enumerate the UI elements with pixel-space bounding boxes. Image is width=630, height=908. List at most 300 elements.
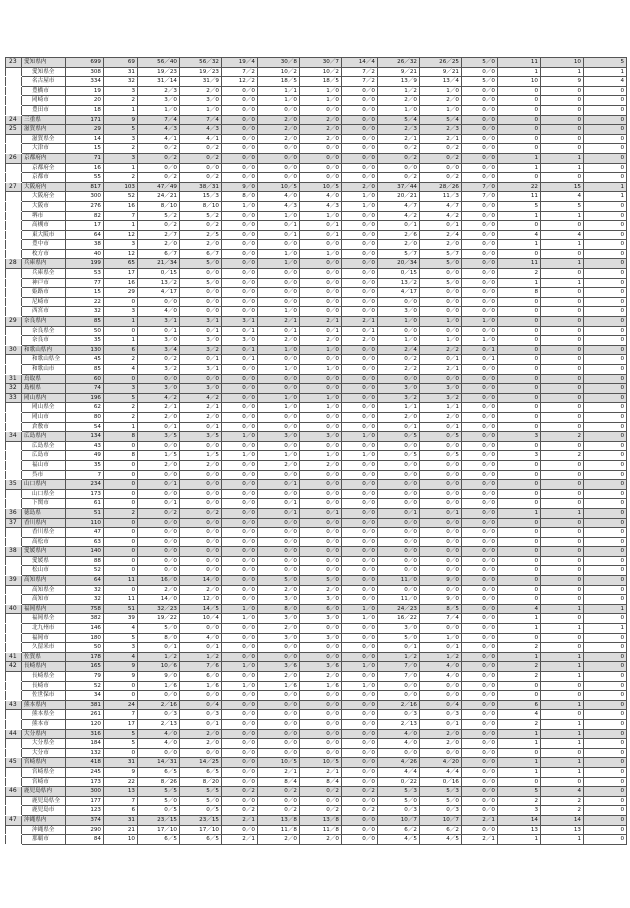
value-cell: 0／1 <box>180 643 222 653</box>
value-cell: 0／0 <box>258 700 300 710</box>
value-cell: 0 <box>541 297 584 307</box>
value-cell: 7 <box>66 470 104 480</box>
value-cell: 0／0 <box>222 221 258 231</box>
value-cell: 0 <box>498 393 541 403</box>
value-cell: 3 <box>104 307 138 317</box>
table-row <box>6 182 627 192</box>
region-name-cell: 宮崎県全 <box>22 767 66 777</box>
value-cell: 199 <box>66 259 104 269</box>
value-cell: 6／5 <box>180 835 222 845</box>
value-cell: 2 <box>498 796 541 806</box>
value-cell: 0／0 <box>300 288 342 298</box>
value-cell: 0 <box>584 643 627 653</box>
value-cell: 15 <box>66 288 104 298</box>
value-cell: 0／0 <box>300 518 342 528</box>
value-cell: 5／0 <box>138 624 180 634</box>
region-name-cell: 和歌山市 <box>22 365 66 375</box>
value-cell: 1 <box>498 211 541 221</box>
value-cell: 0／0 <box>258 652 300 662</box>
value-cell: 0 <box>584 700 627 710</box>
value-cell: 0 <box>584 691 627 701</box>
region-name-cell: 北九州市 <box>22 624 66 634</box>
value-cell: 4／0 <box>420 672 462 682</box>
value-cell: 699 <box>66 58 104 68</box>
value-cell: 2 <box>104 144 138 154</box>
value-cell: 146 <box>66 624 104 634</box>
pref-number-cell <box>6 672 22 682</box>
value-cell: 19 <box>66 86 104 96</box>
value-cell: 0 <box>104 470 138 480</box>
value-cell: 53 <box>66 269 104 279</box>
value-cell: 0 <box>584 566 627 576</box>
value-cell: 0 <box>498 691 541 701</box>
pref-number-cell <box>6 470 22 480</box>
value-cell: 2／1 <box>300 767 342 777</box>
value-cell: 0／1 <box>420 643 462 653</box>
value-cell: 1／0 <box>138 105 180 115</box>
value-cell: 0 <box>541 134 584 144</box>
table-row <box>6 633 627 643</box>
value-cell: 0 <box>104 441 138 451</box>
value-cell: 0／0 <box>222 700 258 710</box>
value-cell: 21／34 <box>138 259 180 269</box>
value-cell: 7／6 <box>180 662 222 672</box>
value-cell: 0／1 <box>300 508 342 518</box>
value-cell: 196 <box>66 393 104 403</box>
value-cell: 14／0 <box>180 576 222 586</box>
value-cell: 3／0 <box>300 633 342 643</box>
value-cell: 1 <box>104 336 138 346</box>
value-cell: 2 <box>104 355 138 365</box>
value-cell: 0／0 <box>222 134 258 144</box>
table-row <box>6 326 627 336</box>
pref-number-cell <box>6 365 22 375</box>
value-cell: 0／1 <box>258 326 300 336</box>
value-cell: 45 <box>66 355 104 365</box>
value-cell: 0／0 <box>222 230 258 240</box>
value-cell: 0／0 <box>300 643 342 653</box>
value-cell: 2／0 <box>138 412 180 422</box>
value-cell: 2／0 <box>138 585 180 595</box>
value-cell: 2／5 <box>180 230 222 240</box>
value-cell: 0 <box>541 336 584 346</box>
value-cell: 0／0 <box>342 259 378 269</box>
value-cell: 0／0 <box>342 422 378 432</box>
value-cell: 0／0 <box>420 480 462 490</box>
value-cell: 3／6 <box>258 662 300 672</box>
value-cell: 0／0 <box>342 739 378 749</box>
value-cell: 0／0 <box>222 441 258 451</box>
value-cell: 3／2 <box>180 345 222 355</box>
value-cell: 0 <box>104 528 138 538</box>
pref-number-cell: 42 <box>6 662 22 672</box>
value-cell: 0／3 <box>180 710 222 720</box>
value-cell: 0 <box>541 470 584 480</box>
value-cell: 758 <box>66 604 104 614</box>
table-row <box>6 585 627 595</box>
value-cell: 0／0 <box>300 153 342 163</box>
value-cell: 12／2 <box>222 77 258 87</box>
value-cell: 0／1 <box>378 221 420 231</box>
pref-number-cell <box>6 201 22 211</box>
value-cell: 0 <box>541 269 584 279</box>
value-cell: 1 <box>498 739 541 749</box>
value-cell: 2／3 <box>378 125 420 135</box>
value-cell: 0／0 <box>258 441 300 451</box>
value-cell: 0／0 <box>222 115 258 125</box>
value-cell: 1 <box>541 604 584 614</box>
table-row <box>6 384 627 394</box>
value-cell: 0／0 <box>222 796 258 806</box>
table-row <box>6 710 627 720</box>
value-cell: 0 <box>584 96 627 106</box>
value-cell: 0 <box>541 585 584 595</box>
value-cell: 2 <box>104 173 138 183</box>
value-cell: 32 <box>104 77 138 87</box>
value-cell: 0／0 <box>342 691 378 701</box>
value-cell: 5／3 <box>420 787 462 797</box>
value-cell: 1／0 <box>258 365 300 375</box>
value-cell: 4／3 <box>138 125 180 135</box>
value-cell: 0／0 <box>462 125 498 135</box>
value-cell: 65 <box>104 259 138 269</box>
value-cell: 4／3 <box>258 201 300 211</box>
value-cell: 0／1 <box>420 719 462 729</box>
value-cell: 7 <box>104 710 138 720</box>
value-cell: 7／4 <box>420 614 462 624</box>
pref-number-cell <box>6 748 22 758</box>
table-row <box>6 134 627 144</box>
value-cell: 13／9 <box>378 77 420 87</box>
value-cell: 2／0 <box>300 134 342 144</box>
value-cell: 3／0 <box>300 432 342 442</box>
value-cell: 56／32 <box>180 58 222 68</box>
value-cell: 0／0 <box>342 585 378 595</box>
value-cell: 26／25 <box>420 58 462 68</box>
value-cell: 0／0 <box>420 585 462 595</box>
value-cell: 3／0 <box>180 96 222 106</box>
region-name-cell: 愛知県全 <box>22 67 66 77</box>
value-cell: 0／0 <box>462 288 498 298</box>
value-cell: 0 <box>104 460 138 470</box>
value-cell: 0／0 <box>300 480 342 490</box>
value-cell: 0／0 <box>342 556 378 566</box>
value-cell: 17 <box>66 221 104 231</box>
value-cell: 4／0 <box>420 662 462 672</box>
value-cell: 2／1 <box>258 767 300 777</box>
pref-number-cell: 29 <box>6 317 22 327</box>
value-cell: 0／1 <box>420 508 462 518</box>
pref-number-cell: 24 <box>6 115 22 125</box>
value-cell: 0／0 <box>462 259 498 269</box>
region-name-cell: 愛媛県内 <box>22 547 66 557</box>
value-cell: 0／0 <box>342 758 378 768</box>
value-cell: 0 <box>498 585 541 595</box>
value-cell: 0／0 <box>420 566 462 576</box>
value-cell: 5 <box>498 787 541 797</box>
table-row <box>6 432 627 442</box>
value-cell: 10／5 <box>258 182 300 192</box>
value-cell: 0／0 <box>300 489 342 499</box>
value-cell: 0／0 <box>342 384 378 394</box>
value-cell: 0／0 <box>180 691 222 701</box>
value-cell: 0／0 <box>258 144 300 154</box>
value-cell: 2／0 <box>258 585 300 595</box>
value-cell: 130 <box>66 345 104 355</box>
region-name-cell: 岡山県全 <box>22 403 66 413</box>
value-cell: 4 <box>498 604 541 614</box>
pref-number-cell <box>6 499 22 509</box>
pref-number-cell <box>6 173 22 183</box>
pref-number-cell: 32 <box>6 384 22 394</box>
value-cell: 0／0 <box>462 422 498 432</box>
value-cell: 0／0 <box>300 163 342 173</box>
value-cell: 0／0 <box>462 499 498 509</box>
value-cell: 0／0 <box>258 173 300 183</box>
value-cell: 0／0 <box>180 547 222 557</box>
value-cell: 0／5 <box>180 806 222 816</box>
value-cell: 4／4 <box>420 767 462 777</box>
value-cell: 0／2 <box>180 508 222 518</box>
value-cell: 2／0 <box>342 336 378 346</box>
value-cell: 0／0 <box>222 767 258 777</box>
pref-number-cell <box>6 566 22 576</box>
value-cell: 14／0 <box>138 595 180 605</box>
value-cell: 1 <box>498 153 541 163</box>
value-cell: 234 <box>66 480 104 490</box>
value-cell: 0／0 <box>258 278 300 288</box>
table-row <box>6 173 627 183</box>
value-cell: 0 <box>541 125 584 135</box>
value-cell: 3／6 <box>300 662 342 672</box>
value-cell: 2 <box>498 662 541 672</box>
value-cell: 1／2 <box>180 652 222 662</box>
region-name-cell: 西宮市 <box>22 307 66 317</box>
value-cell: 0／2 <box>378 355 420 365</box>
table-row <box>6 460 627 470</box>
value-cell: 0 <box>104 691 138 701</box>
value-cell: 6 <box>498 700 541 710</box>
value-cell: 0 <box>584 489 627 499</box>
value-cell: 123 <box>66 806 104 816</box>
value-cell: 0／0 <box>258 153 300 163</box>
value-cell: 0／0 <box>462 269 498 279</box>
value-cell: 0 <box>584 125 627 135</box>
value-cell: 6／5 <box>180 767 222 777</box>
value-cell: 0／0 <box>342 278 378 288</box>
value-cell: 1 <box>498 758 541 768</box>
value-cell: 0／0 <box>138 691 180 701</box>
value-cell: 0 <box>584 614 627 624</box>
value-cell: 0／0 <box>420 518 462 528</box>
value-cell: 1／0 <box>258 451 300 461</box>
pref-number-cell <box>6 163 22 173</box>
value-cell: 4／3 <box>180 125 222 135</box>
region-name-cell: 兵庫県全 <box>22 269 66 279</box>
value-cell: 0／0 <box>258 489 300 499</box>
region-name-cell: 滋賀県全 <box>22 134 66 144</box>
value-cell: 0／0 <box>342 518 378 528</box>
pref-number-cell <box>6 806 22 816</box>
value-cell: 5 <box>104 729 138 739</box>
value-cell: 0／2 <box>378 173 420 183</box>
value-cell: 0 <box>584 269 627 279</box>
value-cell: 4 <box>541 230 584 240</box>
table-row <box>6 691 627 701</box>
value-cell: 11 <box>498 58 541 68</box>
value-cell: 38／31 <box>180 182 222 192</box>
value-cell: 0／0 <box>342 499 378 509</box>
value-cell: 0／1 <box>378 508 420 518</box>
value-cell: 1／0 <box>378 317 420 327</box>
region-name-cell: 大分県全 <box>22 739 66 749</box>
value-cell: 1／6 <box>258 681 300 691</box>
value-cell: 4／5 <box>420 835 462 845</box>
pref-number-cell <box>6 825 22 835</box>
value-cell: 22 <box>498 182 541 192</box>
pref-number-cell: 43 <box>6 700 22 710</box>
value-cell: 30／8 <box>258 58 300 68</box>
value-cell: 85 <box>66 317 104 327</box>
value-cell: 4 <box>498 230 541 240</box>
value-cell: 0 <box>498 556 541 566</box>
value-cell: 0／0 <box>462 777 498 787</box>
value-cell: 32 <box>66 585 104 595</box>
value-cell: 1 <box>498 767 541 777</box>
pref-number-cell <box>6 269 22 279</box>
value-cell: 0 <box>541 566 584 576</box>
value-cell: 2 <box>104 508 138 518</box>
pref-number-cell <box>6 460 22 470</box>
region-name-cell: 高知市 <box>22 595 66 605</box>
value-cell: 0／0 <box>420 470 462 480</box>
value-cell: 0／1 <box>462 345 498 355</box>
value-cell: 47／49 <box>138 182 180 192</box>
value-cell: 0／2 <box>258 787 300 797</box>
value-cell: 0／0 <box>342 460 378 470</box>
value-cell: 0 <box>498 489 541 499</box>
value-cell: 5 <box>584 58 627 68</box>
value-cell: 0 <box>584 105 627 115</box>
value-cell: 1／0 <box>258 345 300 355</box>
value-cell: 14／31 <box>138 758 180 768</box>
pref-number-cell: 39 <box>6 576 22 586</box>
value-cell: 0／0 <box>138 547 180 557</box>
value-cell: 0／0 <box>258 163 300 173</box>
value-cell: 0 <box>541 326 584 336</box>
value-cell: 0／0 <box>378 537 420 547</box>
value-cell: 2／1 <box>222 835 258 845</box>
value-cell: 19／22 <box>138 614 180 624</box>
value-cell: 0 <box>584 211 627 221</box>
value-cell: 35 <box>66 460 104 470</box>
value-cell: 0／0 <box>342 307 378 317</box>
value-cell: 0／3 <box>138 710 180 720</box>
value-cell: 0／3 <box>378 710 420 720</box>
value-cell: 0 <box>541 480 584 490</box>
value-cell: 0／1 <box>138 422 180 432</box>
value-cell: 2／0 <box>180 585 222 595</box>
value-cell: 0／0 <box>138 748 180 758</box>
value-cell: 0／0 <box>300 796 342 806</box>
pref-number-cell <box>6 336 22 346</box>
value-cell: 0／0 <box>462 643 498 653</box>
value-cell: 34 <box>66 691 104 701</box>
value-cell: 0 <box>541 633 584 643</box>
value-cell: 0／2 <box>342 806 378 816</box>
value-cell: 0／5 <box>138 806 180 816</box>
value-cell: 0／0 <box>420 269 462 279</box>
value-cell: 0／0 <box>258 288 300 298</box>
value-cell: 62 <box>66 403 104 413</box>
table-row <box>6 278 627 288</box>
value-cell: 0／0 <box>222 278 258 288</box>
value-cell: 6／0 <box>180 672 222 682</box>
value-cell: 0／0 <box>342 480 378 490</box>
value-cell: 0／0 <box>420 326 462 336</box>
value-cell: 0／0 <box>462 710 498 720</box>
value-cell: 0／0 <box>378 528 420 538</box>
value-cell: 0／0 <box>258 105 300 115</box>
value-cell: 2／1 <box>462 835 498 845</box>
value-cell: 22 <box>66 297 104 307</box>
value-cell: 0／0 <box>222 777 258 787</box>
value-cell: 0 <box>541 345 584 355</box>
value-cell: 8 <box>104 451 138 461</box>
value-cell: 0 <box>584 547 627 557</box>
value-cell: 180 <box>66 633 104 643</box>
value-cell: 2／16 <box>378 700 420 710</box>
value-cell: 0／0 <box>222 249 258 259</box>
table-row <box>6 787 627 797</box>
table-row <box>6 211 627 221</box>
value-cell: 0 <box>498 105 541 115</box>
value-cell: 0／0 <box>222 739 258 749</box>
value-cell: 165 <box>66 662 104 672</box>
table-row <box>6 499 627 509</box>
value-cell: 5 <box>104 393 138 403</box>
pref-number-cell <box>6 249 22 259</box>
value-cell: 0 <box>584 815 627 825</box>
value-cell: 5／0 <box>462 77 498 87</box>
value-cell: 0 <box>498 384 541 394</box>
value-cell: 0 <box>584 460 627 470</box>
value-cell: 0／0 <box>222 585 258 595</box>
value-cell: 0／0 <box>342 153 378 163</box>
value-cell: 0／0 <box>462 115 498 125</box>
region-name-cell: 山口県内 <box>22 480 66 490</box>
value-cell: 0 <box>104 297 138 307</box>
pref-number-cell <box>6 441 22 451</box>
value-cell: 1／0 <box>222 662 258 672</box>
value-cell: 0／0 <box>462 585 498 595</box>
table-row <box>6 403 627 413</box>
pref-number-cell <box>6 403 22 413</box>
value-cell: 8／10 <box>138 201 180 211</box>
value-cell: 0／0 <box>300 173 342 183</box>
value-cell: 0／0 <box>300 537 342 547</box>
value-cell: 2／0 <box>258 134 300 144</box>
value-cell: 37／44 <box>378 182 420 192</box>
region-name-cell: 神戸市 <box>22 278 66 288</box>
value-cell: 5／0 <box>420 796 462 806</box>
value-cell: 0／0 <box>222 86 258 96</box>
value-cell: 0／0 <box>180 269 222 279</box>
value-cell: 0 <box>104 556 138 566</box>
value-cell: 0／1 <box>138 326 180 336</box>
value-cell: 0 <box>584 585 627 595</box>
value-cell: 0 <box>541 556 584 566</box>
